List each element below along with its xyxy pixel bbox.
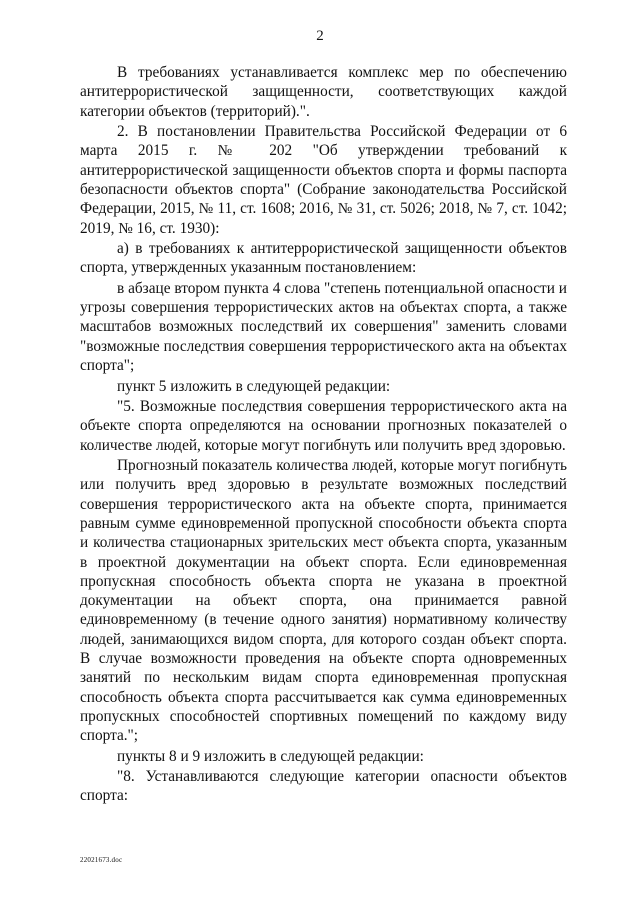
paragraph: а) в требованиях к антитеррористической защищенности объектов спорта, утвержденных указанным постановлением: — [80, 240, 567, 277]
paragraph: "8. Устанавливаются следующие категории опасности объектов спорта: — [80, 768, 567, 805]
document-body — [80, 63, 567, 807]
paragraph: "5. Возможные последствия совершения террористического акта на объекте спорта определяются на основании прогнозных показателей о количестве людей, которые могут погибнуть или получить вред здоровью. — [80, 397, 567, 454]
paragraph: пункт 5 изложить в следующей редакции: — [117, 377, 391, 395]
page-number: 2 — [316, 28, 324, 44]
paragraph: В требованиях устанавливается комплекс мер по обеспечению антитеррористической защищенности, соответствующих каждой категории объектов (территорий).". — [80, 64, 567, 120]
paragraph: пункты 8 и 9 изложить в следующей редакции: — [117, 747, 424, 765]
paragraph: 2. В постановлении Правительства Российской Федерации от 6 марта 2015 г. № 202 "Об утверждении требований к антитеррористической защищенности объектов спорта и формы паспорта безопасности объектов спорта" (Собрание законодательства Российской Федерации, 2015, № 11, ст. 1608; 2016, № 31, ст. 5026; 2018, № 7, ст. 1042; 2019, № 16, ст. 1930): — [80, 123, 567, 237]
paragraph: Прогнозный показатель количества людей, которые могут погибнуть или получить вред здоровью в результате возможных последствий совершения террористического акта на объекте спорта, принимается равным сумме единовременной пропускной способности объекта спорта и количества стационарных зрительских мест объекта спорта, указанным в проектной документации на объект спорта. Если единовременная пропускная способность объекта спорта не указана в проектной документации на объект спорта, она принимается равной единовременному (в течение одного занятия) нормативному количеству людей, занимающихся видом спорта, для которого создан объект спорта. В случае возможности проведения на объекте спорта одновременных занятий по нескольким видам спорта единовременная пропускная способность объекта спорта рассчитывается как сумма единовременных пропускных способностей спортивных помещений по каждому виду спорта."; — [80, 457, 567, 745]
paragraph: в абзаце втором пункта 4 слова "степень потенциальной опасности и угрозы совершения террористических актов на объектах спорта, а также масштабов возможных последствий их совершения" заменить словами "возможные последствия совершения террористического акта на объектах спорта"; — [80, 279, 567, 375]
file-name-footer: 22021673.doc — [80, 856, 123, 864]
